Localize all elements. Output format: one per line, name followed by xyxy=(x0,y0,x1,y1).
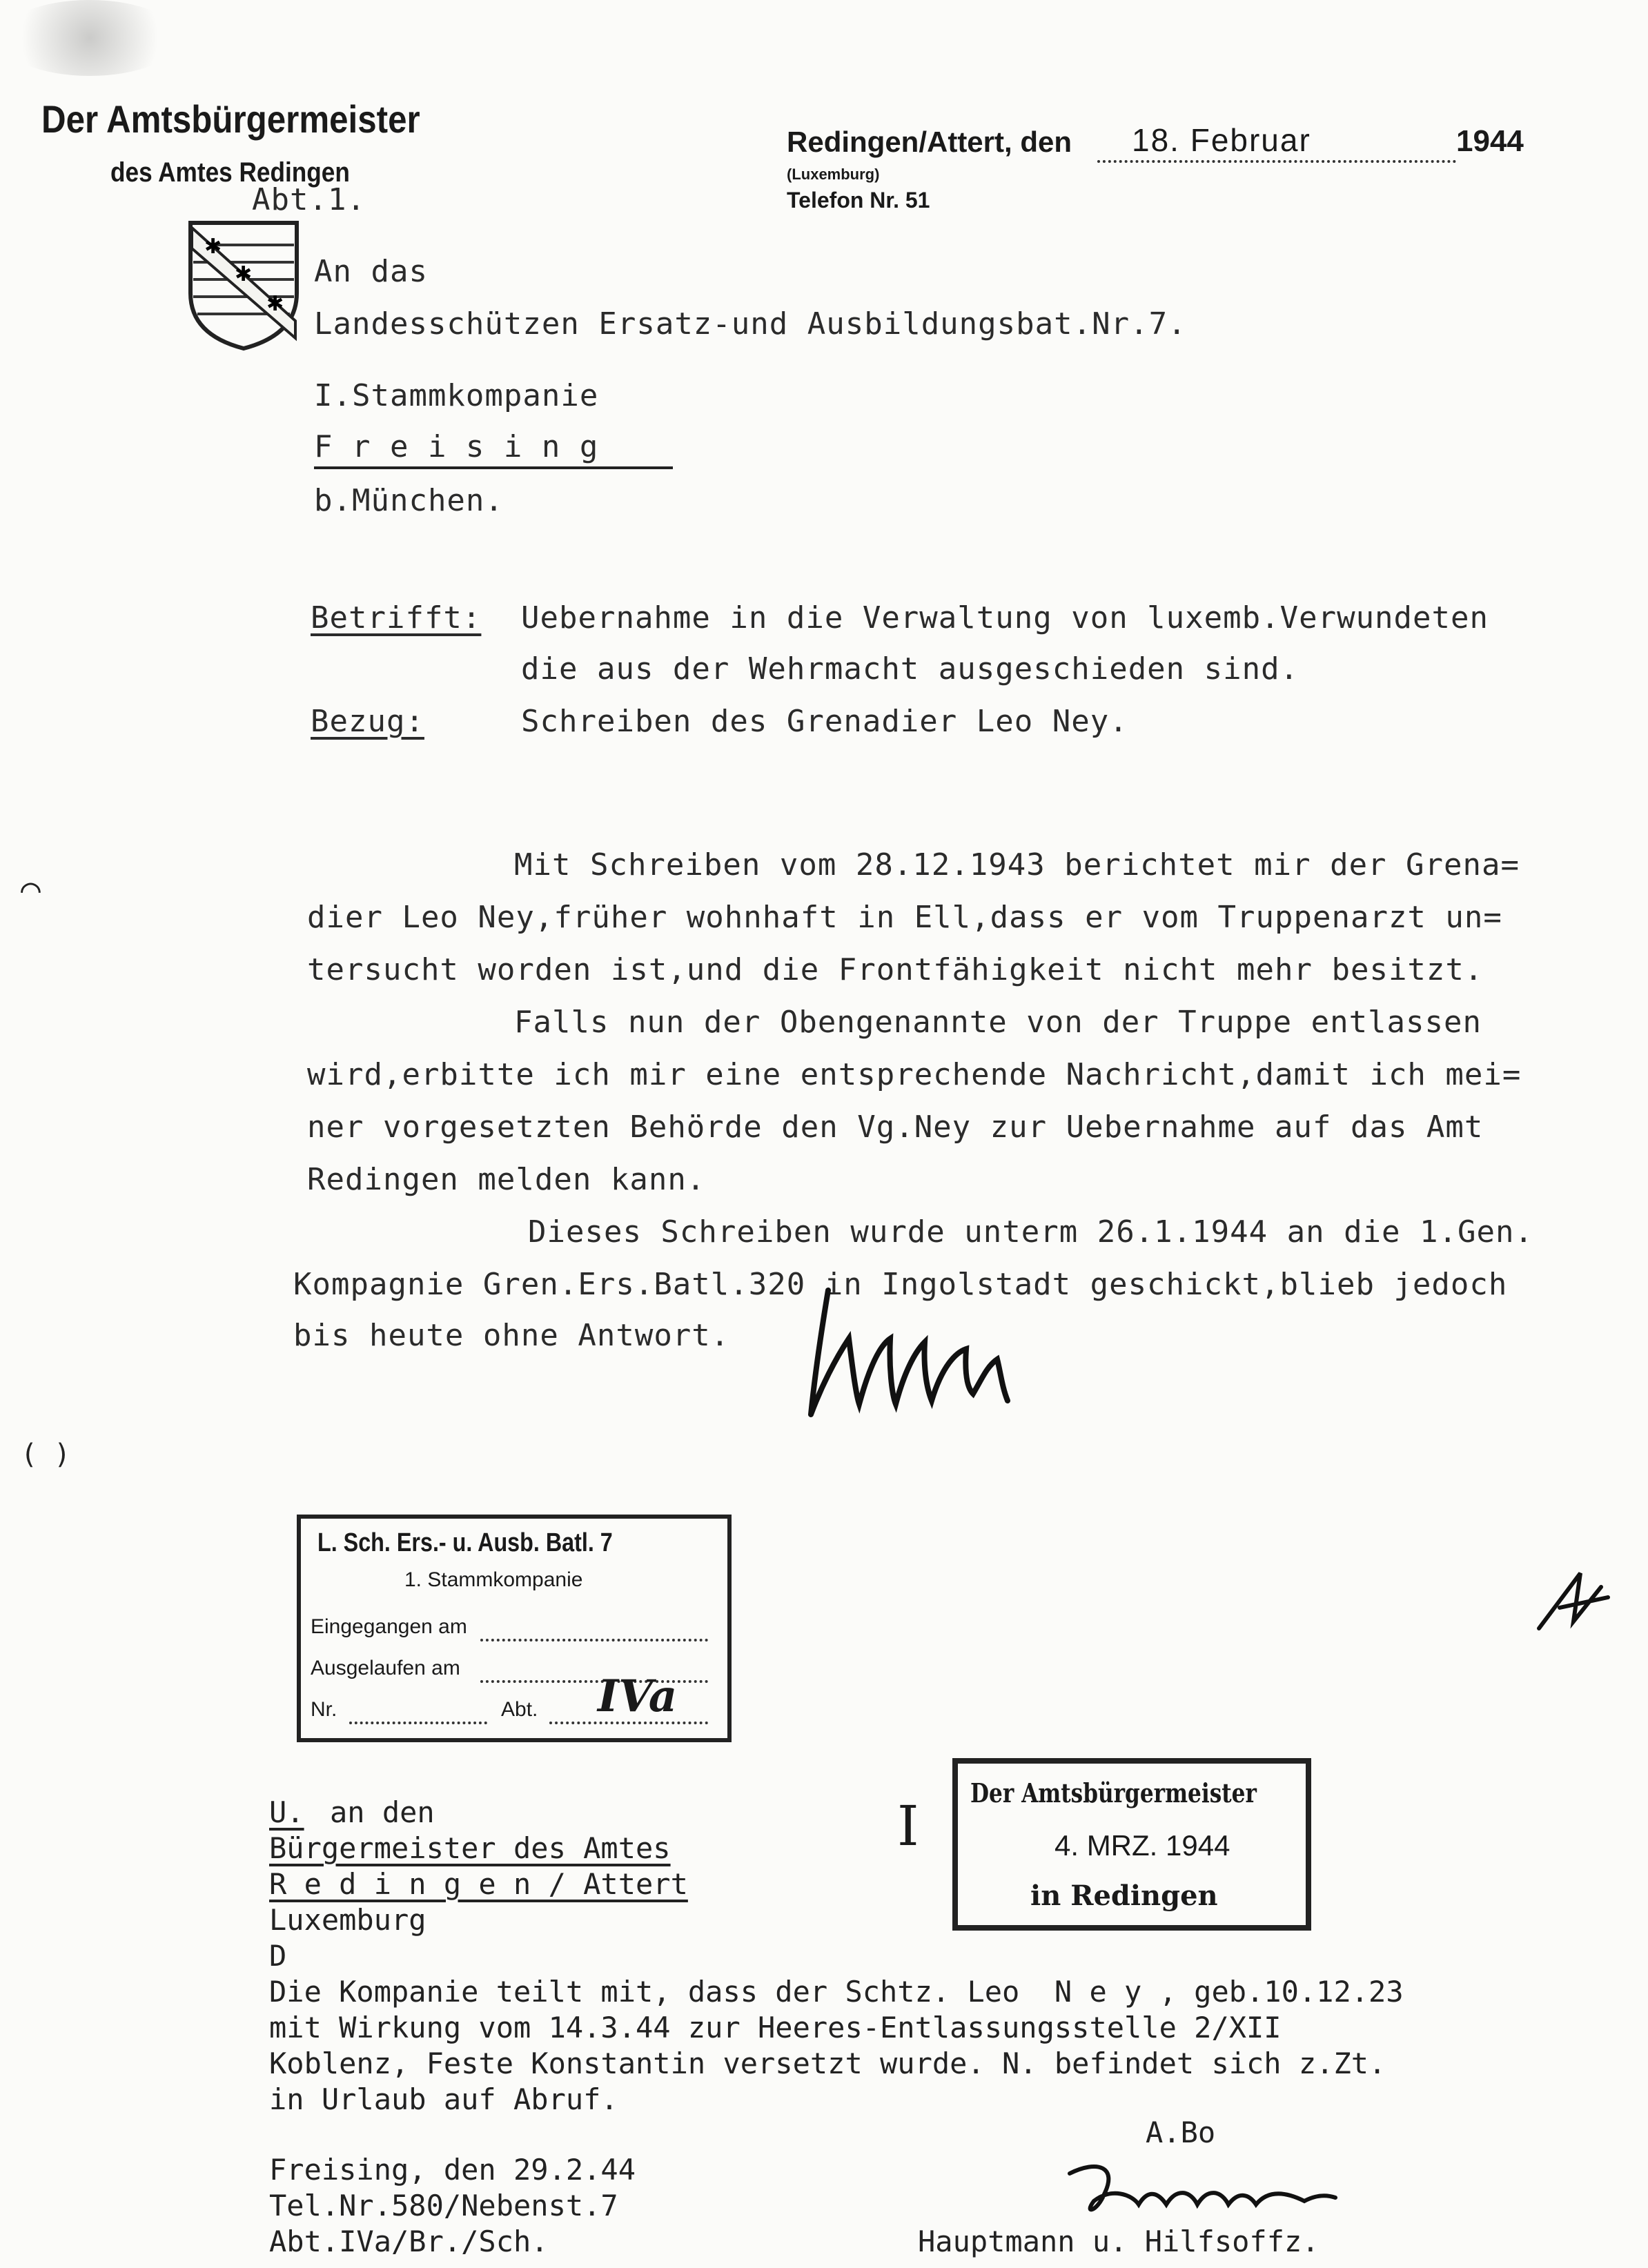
body-p3-line-2: Kompagnie Gren.Ers.Batl.320 in Ingolstadt geschickt,blieb jedoch xyxy=(293,1267,1508,1302)
stamp-unit: 1. Stammkompanie xyxy=(404,1568,583,1591)
reply-signature xyxy=(1056,2146,1346,2229)
stamp-nr-field xyxy=(349,1704,487,1724)
company-receipt-stamp xyxy=(297,1515,732,1742)
body-p3-line-1: Dieses Schreiben wurde unterm 26.1.1944 an die 1.Gen. xyxy=(528,1214,1533,1250)
address-line-4: F r e i s i n g xyxy=(314,429,599,464)
mayor-stamp-place: in Redingen xyxy=(1030,1880,1218,1912)
reply-line-1: an den xyxy=(330,1795,435,1829)
mayor-stamp-date: 4. MRZ. 1944 xyxy=(1054,1829,1230,1862)
address-line-2: Landesschützen Ersatz-und Ausbildungsbat.Nr.7. xyxy=(314,306,1187,342)
letterhead-title: Der Amtsbürgermeister xyxy=(41,97,420,141)
body-p2-line-3: ner vorgesetzten Behörde den Vg.Ney zur Uebernahme auf das Amt xyxy=(307,1110,1484,1145)
margin-mark: ⌒ xyxy=(21,869,41,908)
stamp-received-label: Eingegangen am xyxy=(311,1615,467,1638)
body-p1-line-2: dier Leo Ney,früher wohnhaft in Ell,dass er vom Truppenarzt un= xyxy=(307,900,1502,935)
stamp-abt-value: IVa xyxy=(598,1670,678,1722)
bezug-text: Schreiben des Grenadier Leo Ney. xyxy=(521,704,1128,739)
reply-line-4: Luxemburg xyxy=(269,1903,426,1937)
reply-rank: Hauptmann u. Hilfsoffz. xyxy=(918,2225,1320,2258)
reply-text-2: mit Wirkung vom 14.3.44 zur Heeres-Entlassungsstelle 2/XII xyxy=(269,2011,1282,2044)
letterhead-subtitle: des Amtes Redingen xyxy=(110,157,350,188)
reply-footer-3: Abt.IVa/Br./Sch. xyxy=(269,2225,549,2258)
body-p1-line-1: Mit Schreiben vom 28.12.1943 berichtet mir der Grena= xyxy=(514,847,1520,882)
department-label: Abt.1. xyxy=(252,182,366,217)
phone-label: Telefon Nr. 51 xyxy=(787,188,930,213)
body-p2-line-1: Falls nun der Obengenannte von der Truppe entlassen xyxy=(514,1005,1482,1040)
reply-line-3: R e d i n g e n / Attert xyxy=(269,1867,688,1901)
stamp-nr-label: Nr. xyxy=(311,1698,337,1721)
betrifft-line-2: die aus der Wehrmacht ausgeschieden sind. xyxy=(521,651,1299,687)
address-line-5: b.München. xyxy=(314,483,504,518)
coat-of-arms xyxy=(185,217,302,352)
handwritten-signature xyxy=(801,1283,1049,1421)
reply-text-3: Koblenz, Feste Konstantin versetzt wurde. N. befindet sich z.Zt. xyxy=(269,2047,1386,2080)
body-p2-line-2: wird,erbitte ich mir eine entsprechende Nachricht,damit ich mei= xyxy=(307,1057,1522,1092)
mayor-date-stamp xyxy=(952,1758,1311,1931)
body-p3-line-3: bis heute ohne Antwort. xyxy=(293,1318,730,1353)
reply-mark: I xyxy=(897,1794,919,1858)
stamp-sent-label: Ausgelaufen am xyxy=(311,1657,460,1679)
body-p2-line-4: Redingen melden kann. xyxy=(307,1162,706,1197)
handwritten-initials xyxy=(1532,1559,1615,1635)
address-underline xyxy=(314,466,673,469)
year-value: 1944 xyxy=(1456,124,1524,158)
reply-text-4: in Urlaub auf Abruf. xyxy=(269,2082,618,2116)
date-value: 18. Februar xyxy=(1132,122,1311,158)
reply-line-2: Bürgermeister des Amtes xyxy=(269,1831,671,1865)
svg-text:✱: ✱ xyxy=(235,262,253,286)
stamp-received-field xyxy=(480,1621,708,1641)
stamp-abt-label: Abt. xyxy=(501,1698,538,1721)
reply-u-label: U. xyxy=(269,1795,304,1829)
betrifft-line-1: Uebernahme in die Verwaltung von luxemb.Verwundeten xyxy=(521,600,1489,635)
address-line-1: An das xyxy=(314,254,428,289)
svg-text:✱: ✱ xyxy=(204,235,222,259)
reply-line-5: D xyxy=(269,1939,287,1973)
bezug-label: Bezug: xyxy=(311,704,424,739)
reply-sign-prefix: A.Bo xyxy=(1146,2116,1216,2149)
svg-text:✱: ✱ xyxy=(266,292,284,316)
mayor-stamp-title: Der Amtsbürgermeister xyxy=(970,1777,1257,1808)
reply-text-1: Die Kompanie teilt mit, dass der Schtz. Leo N e y , geb.10.12.23 xyxy=(269,1975,1404,2009)
address-line-3: I.Stammkompanie xyxy=(314,378,599,413)
reply-footer-2: Tel.Nr.580/Nebenst.7 xyxy=(269,2189,618,2222)
stamp-title: L. Sch. Ers.- u. Ausb. Batl. 7 xyxy=(317,1528,613,1557)
betrifft-label: Betrifft: xyxy=(311,600,482,635)
reply-footer-1: Freising, den 29.2.44 xyxy=(269,2153,636,2187)
place-date-label: Redingen/Attert, den xyxy=(787,126,1072,158)
margin-mark: ( ) xyxy=(21,1439,71,1470)
scan-speckle xyxy=(0,0,179,76)
country-label: (Luxemburg) xyxy=(787,166,880,183)
body-p1-line-3: tersucht worden ist,und die Frontfähigkeit nicht mehr besitzt. xyxy=(307,952,1484,987)
